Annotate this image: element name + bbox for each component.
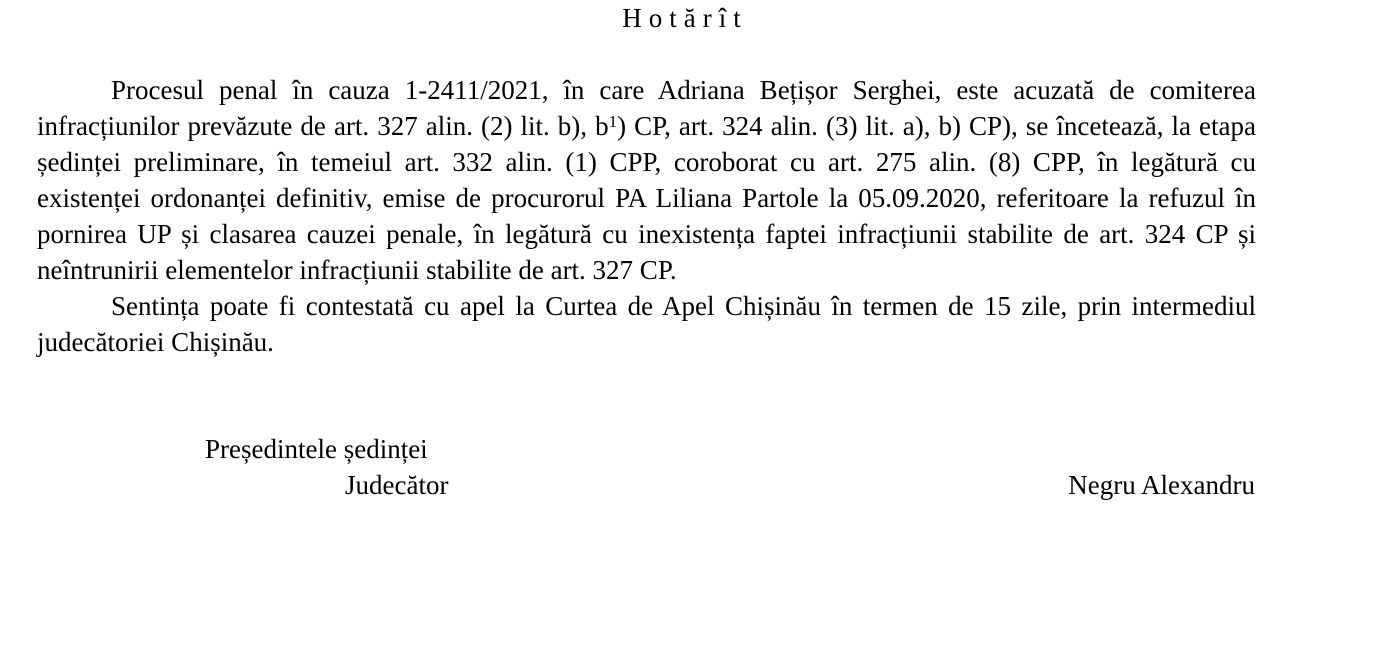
superscript-marker: 1 bbox=[608, 112, 618, 131]
document-heading: Hotărît bbox=[622, 3, 748, 33]
document-body bbox=[37, 72, 1256, 360]
paragraph-appeal: Sentința poate fi contestată cu apel la Curtea de Apel Chișinău în termen de 15 zile, prin intermediul judecătoriei Chișinău. bbox=[37, 291, 1256, 357]
signature-title: Președintele ședinței bbox=[205, 434, 428, 464]
signature-role: Judecător bbox=[345, 470, 449, 500]
paragraph-ruling bbox=[37, 72, 1256, 288]
paragraph-ruling-part-2: ) CP, art. 324 alin. (3) lit. a), b) CP), se încetează, la etapa ședinței preliminare, în temeiul art. 332 alin. (1) CPP, coroborat cu art. 275 alin. (8) CPP, în legătură cu existenței ordonanței definitiv, emise de procurorul PA Liliana Partole la 05.09.2020, referitoare la refuzul în pornirea UP și clasarea cauzei penale, în legătură cu inexistența faptei infracțiunii stabilite de art. 324 CP și neîntrunirii elementelor infracțiunii stabilite de art. 327 CP. bbox=[37, 111, 1256, 285]
paragraph-ruling-part-1: Procesul penal în cauza 1-2411/2021, în care Adriana Bețișor Serghei, este acuzată de comiterea infracțiunilor prevăzute de art. 327 alin. (2) lit. b), b bbox=[37, 75, 1256, 141]
signature-name: Negru Alexandru bbox=[1068, 470, 1255, 500]
